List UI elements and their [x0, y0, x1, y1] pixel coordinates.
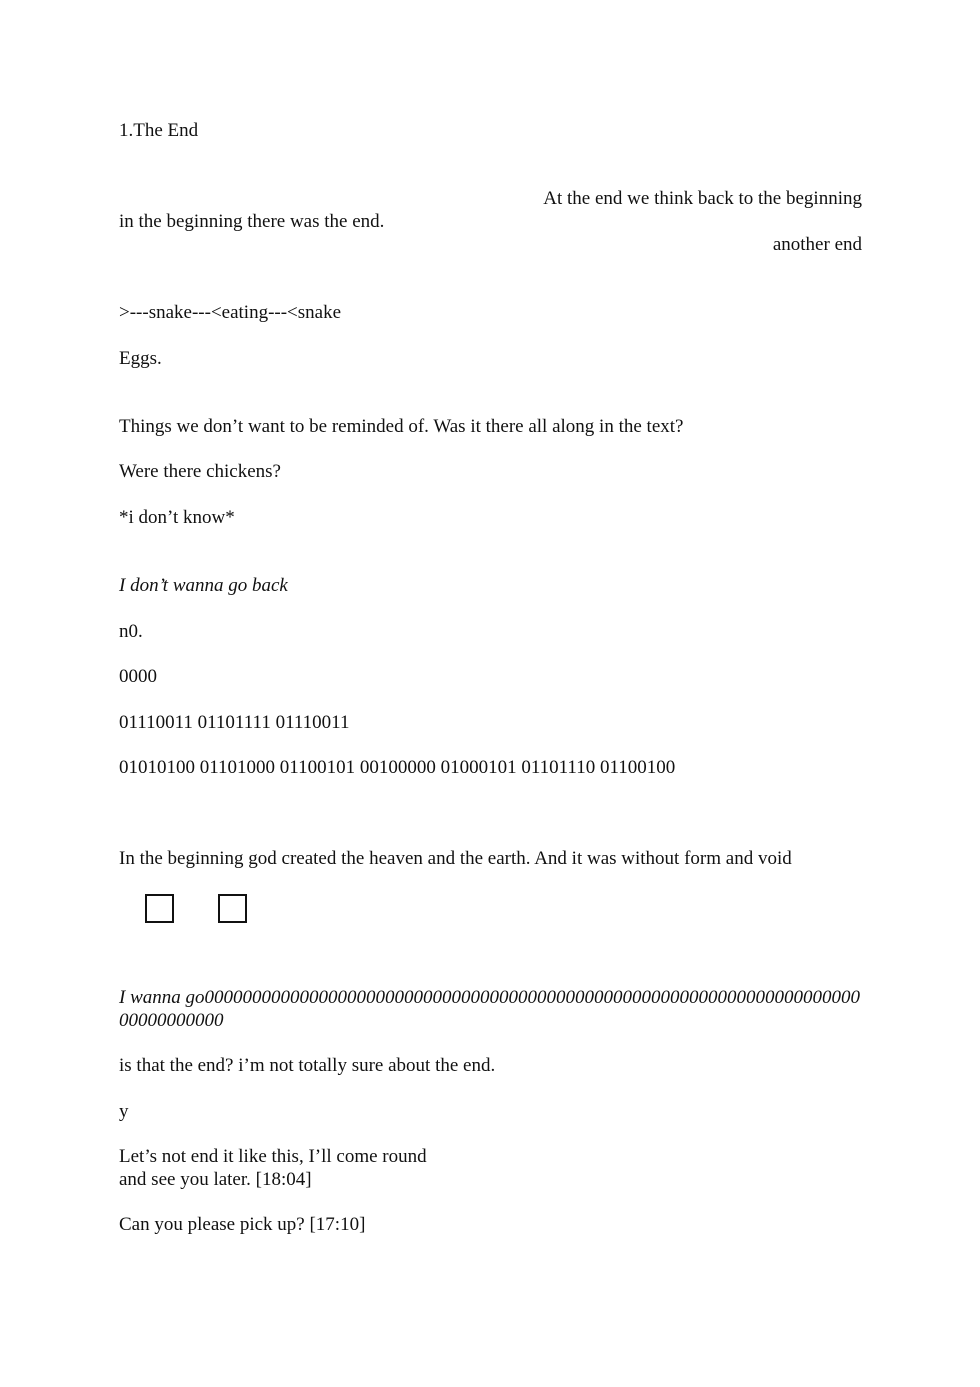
- y-line: y: [119, 1101, 129, 1122]
- heading: 1.The End: [119, 120, 199, 141]
- message-1-line-1: Let’s not end it like this, I’ll come round: [119, 1146, 427, 1167]
- empty-box-1: [145, 894, 174, 923]
- wanna-go-line: I wanna go00000000000000000000000000000000000000000000000000000000000000000000000000000000: [119, 987, 860, 1031]
- empty-box-2: [218, 894, 247, 923]
- snake-line: >---snake---<eating---<snake: [119, 302, 342, 323]
- go-back-line: I don’t wanna go back: [119, 575, 288, 596]
- intro-left-line: in the beginning there was the end.: [119, 211, 385, 232]
- dont-know-line: *i don’t know*: [119, 507, 235, 528]
- message-2: Can you please pick up? [17:10]: [119, 1214, 366, 1235]
- intro-right-line-1: At the end we think back to the beginning: [543, 188, 862, 209]
- is-that-end-line: is that the end? i’m not totally sure about the end.: [119, 1055, 496, 1076]
- binary-line-2: 01010100 01101000 01100101 00100000 01000101 01101110 01100100: [119, 757, 676, 778]
- n0-line: n0.: [119, 621, 143, 642]
- eggs-line: Eggs.: [119, 348, 162, 369]
- message-1: [119, 1145, 427, 1191]
- message-1-line-2: and see you later. [18:04]: [119, 1169, 312, 1190]
- chickens-line: Were there chickens?: [119, 461, 281, 482]
- reminded-line: Things we don’t want to be reminded of. Was it there all along in the text?: [119, 416, 684, 437]
- intro-right-line-2: another end: [772, 234, 862, 255]
- binary-line-1: 01110011 01101111 01110011: [119, 712, 350, 733]
- zeros-line: 0000: [119, 666, 157, 687]
- genesis-line: In the beginning god created the heaven and the earth. And it was without form and void: [119, 848, 792, 869]
